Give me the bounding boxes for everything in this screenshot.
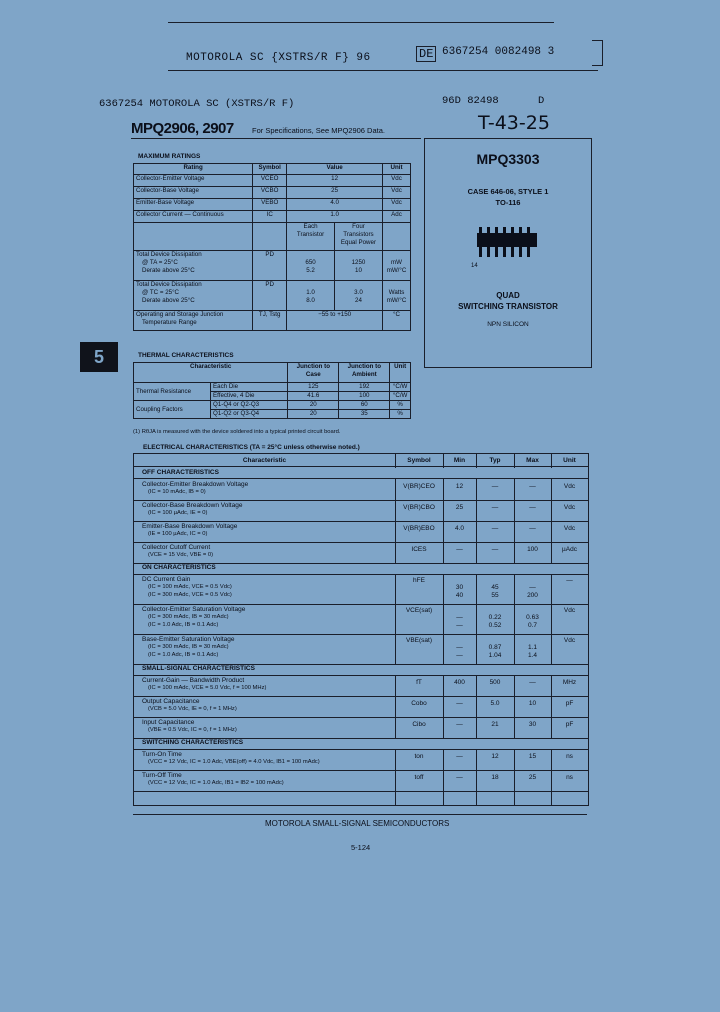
vbe-sat-min-1: — [456,644,463,651]
dc-gain-symbol: hFE [413,577,425,584]
header-d: D [538,95,545,107]
small-signal-heading: SMALL-SIGNAL CHARACTERISTICS [142,665,255,672]
vbe-sat-min-2: — [456,652,463,659]
small-row-symbol: fT [416,679,422,686]
col-value: Value [287,164,383,175]
side-part-number: MPQ3303 [476,151,540,167]
rating-row [134,199,411,211]
vbe-sat-typ-2: 1.04 [488,652,502,659]
coupling-cond: Q1-Q2 or Q3-Q4 [211,410,288,419]
coupling-unit: % [390,401,411,410]
switching-heading: SWITCHING CHARACTERISTICS [142,739,244,746]
off-row-label: Collector Cutoff Current [142,544,211,551]
part-info-box [424,138,592,368]
subcol-each: Each Transistor [287,223,335,251]
rating-name: Collector Current — Continuous [134,211,253,223]
header-bracket [592,40,603,66]
rating-symbol: VCEO [253,175,287,187]
small-row-max: 30 [528,721,537,728]
coupling-cond: Q1-Q4 or Q2-Q3 [211,401,288,410]
pin-number: 14 [471,263,478,269]
pd1-v2b: 10 [355,267,362,274]
on-heading: ON CHARACTERISTICS [142,564,216,571]
switching-row-label: Turn-On Time [142,751,182,758]
small-row-cond: (VBE = 0.5 Vdc, IC = 0, f = 1 MHz) [148,727,237,733]
pd2-v1: 1.0 [306,289,315,296]
section-tab [80,342,118,372]
th-characteristic: Characteristic [134,363,288,383]
rating-name: Collector-Emitter Voltage [134,175,253,187]
rating-symbol: VEBO [253,199,287,211]
small-row-label: Current-Gain — Bandwidth Product [142,677,245,684]
page-number: 5-124 [351,843,371,852]
dc-gain-cond-2: (IC = 300 mAdc, VCE = 0.5 Vdc) [148,592,232,598]
switching-row-cond: (VCC = 12 Vdc, IC = 1.0 Adc, IB1 = IB2 = 100 mAdc) [148,780,284,786]
header-line-1: MOTOROLA SC {XSTRS/R F} 96 [186,52,371,64]
vce-sat-typ-2: 0.52 [488,622,502,629]
pd2-v2: 3.0 [354,289,363,296]
thermal-heading: THERMAL CHARACTERISTICS [138,352,234,359]
switching-row-typ: 12 [491,753,499,760]
ec-col-typ: Typ [489,457,501,464]
elec-heading: ELECTRICAL CHARACTERISTICS (TA = 25°C unless otherwise noted.) [143,444,360,451]
vbe-sat-typ-1: 0.87 [488,644,502,651]
rating-unit: Adc [383,211,411,223]
coupling-ja: 35 [339,410,390,419]
rating-value: 25 [287,187,383,199]
header-code-1: 6367254 0082498 3 [442,46,555,58]
off-row-unit: Vdc [563,504,576,511]
small-row-symbol: Cobo [411,700,427,707]
off-row-cond: (IC = 10 mAdc, IB = 0) [148,489,206,495]
handwritten-note: T-43-25 [478,112,550,134]
off-row-unit: Vdc [563,525,576,532]
rating-value: 12 [287,175,383,187]
off-row-min: 4.0 [454,525,465,532]
vce-sat-min-2: — [456,622,463,629]
temp-label-2: Temperature Range [142,319,197,326]
rating-name: Emitter-Base Voltage [134,199,253,211]
vce-sat-unit: Vdc [563,607,576,614]
switching-row-max: 25 [528,774,537,781]
vbe-sat-label: Base-Emitter Saturation Voltage [142,636,235,643]
thermal-row [134,401,411,410]
small-row-unit: pF [565,700,574,707]
rating-name: Collector-Base Voltage [134,187,253,199]
coupling-label: Coupling Factors [134,401,211,419]
rating-unit: Vdc [383,175,411,187]
off-row-min: — [456,546,463,553]
thermal-ja: 100 [339,392,390,401]
switching-row-max: 15 [528,753,537,760]
case-label: CASE 646-06, STYLE 1 [467,187,549,196]
small-row-typ: 500 [489,679,501,686]
off-row-typ: — [491,483,499,490]
off-row-label: Collector-Base Breakdown Voltage [142,502,243,509]
pd1-symbol: PD [253,251,287,281]
dc-gain-max-2: 200 [527,592,538,599]
thermal-footnote: (1) RθJA is measured with the device soldered into a typical printed circuit board. [133,429,341,435]
off-row-cond: (IE = 100 µAdc, IC = 0) [148,531,208,537]
thermal-jc: 125 [288,383,339,392]
small-row-cond: (IC = 100 mAdc, VCE = 5.0 Vdc, f = 100 MHz) [148,685,267,691]
page-title: MPQ2906, 2907 [131,120,234,137]
pd1-v2: 1250 [351,259,366,266]
vce-sat-symbol: VCE(sat) [405,607,433,614]
thermal-row [134,383,411,392]
small-row-label: Output Capacitance [142,698,200,705]
ec-col-symbol: Symbol [407,457,431,464]
coupling-unit: % [390,410,411,419]
small-row-typ: 21 [491,721,499,728]
pd2-u1: Watts [388,289,405,296]
ec-col-min: Min [453,457,466,464]
desc-type: NPN SILICON [487,321,529,328]
off-row-symbol: V(BR)EBO [403,525,435,532]
max-ratings-heading: MAXIMUM RATINGS [138,153,201,160]
off-row-max: 100 [527,546,538,553]
vbe-sat-cond-1: (IC = 300 mAdc, IB = 30 mAdc) [148,644,229,650]
rating-row [134,211,411,223]
pd2-derate: Derate above 25°C [142,297,195,304]
off-heading: OFF CHARACTERISTICS [142,469,219,476]
rating-symbol: IC [253,211,287,223]
dc-gain-typ-1: 45 [491,584,499,591]
thermal-cond: Effective, 4 Die [211,392,288,401]
col-unit: Unit [383,164,411,175]
thermal-unit: °C/W [390,383,411,392]
off-row-unit: µAdc [562,546,577,553]
off-row-symbol: V(BR)CBO [403,504,435,511]
dissipation-row-ta [134,251,411,281]
header-rule-mid [168,70,598,71]
small-row-unit: MHz [562,679,577,686]
small-row-unit: pF [565,721,574,728]
footer-rule [133,814,587,815]
off-row-typ: — [491,504,499,511]
vce-sat-typ-1: 0.22 [488,614,502,621]
switching-row-symbol: toff [414,774,424,781]
vce-sat-max-2: 0.7 [527,622,538,629]
off-row-cond: (VCE = 15 Vdc, VBE = 0) [148,552,214,558]
temp-symbol: TJ, Tstg [253,311,287,331]
pd1-u2: mW/°C [386,267,407,274]
rating-unit: Vdc [383,187,411,199]
switching-row-label: Turn-Off Time [142,772,182,779]
pd2-label: Total Device Dissipation [136,281,202,288]
small-row-cond: (VCB = 5.0 Vdc, IE = 0, f = 1 MHz) [148,706,237,712]
header-code-2: 96D 82498 [442,95,499,107]
vbe-sat-cond-2: (IC = 1.0 Adc, IB = 0.1 Adc) [148,652,219,658]
th-jc: Junction to Case [288,363,339,383]
rating-value: 4.0 [287,199,383,211]
th-unit: Unit [390,363,411,383]
desc-quad: QUAD [496,291,520,300]
vce-sat-cond-1: (IC = 300 mAdc, IB = 30 mAdc) [148,614,229,620]
title-rule [131,138,421,139]
small-row-min: 400 [454,679,465,686]
vce-sat-max-1: 0.63 [526,614,539,621]
off-row-cond: (IC = 100 µAdc, IE = 0) [148,510,208,516]
thermal-table [133,362,411,419]
off-row-typ: — [491,525,499,532]
thermal-jc: 41.6 [288,392,339,401]
title-note: For Specifications, See MPQ2906 Data. [252,126,385,135]
off-row-min: 25 [455,504,464,511]
rating-row [134,187,411,199]
small-row-label: Input Capacitance [142,719,195,726]
pd2-u2: mW/°C [386,297,407,304]
off-row-symbol: ICES [411,546,427,553]
col-symbol: Symbol [253,164,287,175]
off-row-label: Collector-Emitter Breakdown Voltage [142,481,249,488]
switching-row-cond: (VCC = 12 Vdc, IC = 1.0 Adc, VBE(off) = 4.0 Vdc, IB1 = 100 mAdc) [148,759,320,765]
small-row-typ: 5.0 [490,700,500,707]
header-line-2: 6367254 MOTOROLA SC (XSTRS/R F) [99,98,295,110]
dc-gain-label: DC Current Gain [142,576,191,583]
small-row-min: — [456,721,463,728]
vbe-sat-max-1: 1.1 [527,644,538,651]
header-de: DE [416,46,436,62]
switching-row-typ: 18 [491,774,499,781]
pd1-v1: 650 [305,259,316,266]
switching-row-unit: ns [566,774,573,781]
th-ja: Junction to Ambient [339,363,390,383]
small-row-min: — [456,700,463,707]
vbe-sat-unit: Vdc [563,637,576,644]
thermal-unit: °C/W [390,392,411,401]
switching-row-min: — [456,774,463,781]
thermal-cond: Each Die [211,383,288,392]
coupling-ja: 60 [339,401,390,410]
dc-gain-min-1: 30 [455,584,464,591]
temp-label: Operating and Storage Junction [136,311,224,318]
coupling-jc: 20 [288,410,339,419]
pd2-cond: @ TC = 25°C [142,289,180,296]
off-row-max: — [529,504,536,511]
vbe-sat-max-2: 1.4 [527,652,538,659]
temp-row [134,311,411,331]
off-row-symbol: V(BR)CEO [403,483,435,490]
rating-symbol: VCBO [253,187,287,199]
small-row-symbol: Cibo [412,721,426,728]
footer-brand: MOTOROLA SMALL-SIGNAL SEMICONDUCTORS [265,819,450,828]
vce-sat-label: Collector-Emitter Saturation Voltage [142,606,246,613]
temp-unit: °C [383,311,411,331]
package-label: TO-116 [495,198,521,207]
ec-col-max: Max [526,457,539,464]
dc-gain-unit: — [566,577,573,584]
off-row-label: Emitter-Base Breakdown Voltage [142,523,238,530]
off-row-unit: Vdc [563,483,576,490]
thermal-resistance-label: Thermal Resistance [134,383,211,401]
dissipation-row-tc [134,281,411,311]
ec-col-unit: Unit [563,457,576,464]
dip-package-icon [469,219,549,271]
col-rating: Rating [134,164,253,175]
small-row-max: — [529,679,536,686]
pd2-v2b: 24 [355,297,362,304]
elec-table [133,453,589,806]
temp-value: −55 to +150 [287,311,383,331]
ec-col-char: Characteristic [242,457,287,464]
max-ratings-table [133,163,411,331]
switching-row-symbol: ton [414,753,424,760]
rating-value: 1.0 [287,211,383,223]
off-row-max: — [529,525,536,532]
coupling-jc: 20 [288,401,339,410]
switching-row-unit: ns [566,753,573,760]
rating-unit: Vdc [383,199,411,211]
dc-gain-cond-1: (IC = 100 mAdc, VCE = 0.5 Vdc) [148,584,232,590]
switching-row-min: — [456,753,463,760]
pd1-derate: Derate above 25°C [142,267,195,274]
off-row-max: — [529,483,536,490]
dc-gain-min-2: 40 [455,592,464,599]
off-row-min: 12 [455,483,464,490]
pd1-label: Total Device Dissipation [136,251,202,258]
thermal-ja: 192 [339,383,390,392]
pd1-v1b: 5.2 [306,267,315,274]
dc-gain-max-1: — [529,584,536,591]
desc-switching: SWITCHING TRANSISTOR [458,302,558,311]
pd2-v1b: 8.0 [306,297,315,304]
subcol-four: Four Transistors Equal Power [334,223,382,251]
vbe-sat-symbol: VBE(sat) [405,637,432,644]
off-row-typ: — [491,546,499,553]
section-tab-number: 5 [93,347,104,367]
pd1-cond: @ TA = 25°C [142,259,178,266]
vce-sat-min-1: — [456,614,463,621]
header-rule-top [168,22,554,23]
pd2-symbol: PD [253,281,287,311]
dc-gain-typ-2: 55 [491,592,499,599]
vce-sat-cond-2: (IC = 1.0 Adc, IB = 0.1 Adc) [148,622,219,628]
small-row-max: 10 [528,700,537,707]
pd1-u1: mW [391,259,403,266]
rating-row [134,175,411,187]
